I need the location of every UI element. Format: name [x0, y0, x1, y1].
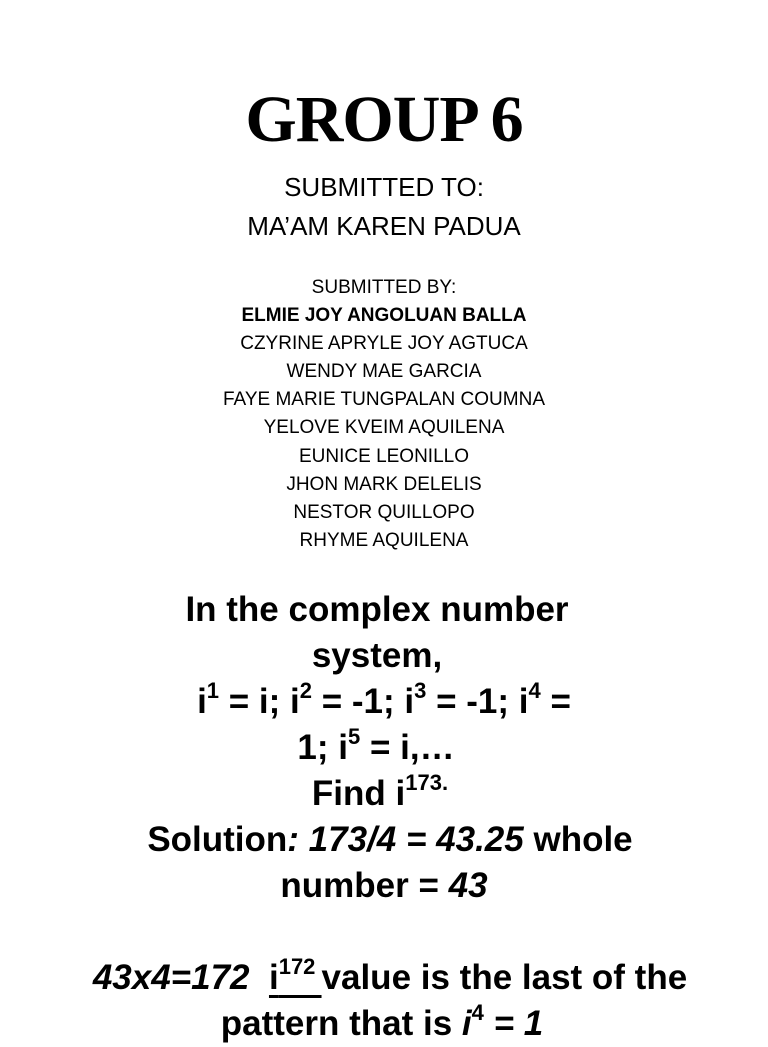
- problem-line: system,: [311, 636, 443, 675]
- solution-text: i: [268, 958, 279, 997]
- problem-text: Find i: [311, 774, 406, 813]
- solution-text: value is the last of the: [321, 958, 688, 997]
- problem-text: = i; i: [219, 682, 300, 721]
- submitted-to-name: MA’AM KAREN PADUA: [247, 211, 521, 241]
- member-name: RHYME AQUILENA: [299, 530, 469, 551]
- exponent: 1: [206, 678, 220, 704]
- solution-expression: : 173/4 = 43.25: [287, 820, 524, 859]
- exponent: 2: [299, 678, 313, 704]
- solution-step: [6, 955, 768, 1001]
- exponent: 5: [347, 724, 361, 750]
- submitted-by-label: SUBMITTED BY:: [311, 277, 457, 298]
- member-name: YELOVE KVEIM AQUILENA: [263, 417, 505, 438]
- member-name: NESTOR QUILLOPO: [293, 502, 475, 523]
- submitted-to-label: SUBMITTED TO:: [284, 172, 484, 202]
- problem-text: =: [540, 682, 571, 721]
- solution-value: 43: [448, 866, 488, 905]
- exponent: 3: [414, 678, 427, 704]
- solution-line: [6, 817, 768, 863]
- problem-text: i: [197, 682, 207, 721]
- solution-text: number =: [280, 866, 449, 905]
- member-name: ELMIE JOY ANGOLUAN BALLA: [241, 305, 527, 326]
- exponent: 173.: [405, 770, 449, 796]
- solution-value: = 1: [483, 1004, 544, 1043]
- problem-text: = i,…: [360, 728, 455, 767]
- solution-text: whole: [523, 820, 633, 859]
- solution-expression: 43x4=172: [92, 958, 250, 997]
- underlined-term: [268, 954, 322, 997]
- member-name: JHON MARK DELELIS: [286, 474, 482, 495]
- problem-text: 1; i: [297, 728, 348, 767]
- problem-text: = -1; i: [312, 682, 415, 721]
- solution-line: [0, 863, 768, 909]
- member-name: EUNICE LEONILLO: [299, 446, 469, 467]
- problem-line: In the complex number: [185, 590, 569, 629]
- exponent: 4: [471, 1000, 484, 1026]
- exponent: 172: [278, 954, 322, 980]
- problem-question: [0, 771, 764, 817]
- member-name: CZYRINE APRYLE JOY AGTUCA: [240, 333, 528, 354]
- solution-value: i: [461, 1004, 472, 1043]
- solution-label: Solution: [147, 820, 288, 859]
- solution-text: pattern that is: [220, 1004, 462, 1043]
- member-name: FAYE MARIE TUNGPALAN COUMNA: [223, 389, 545, 410]
- member-name: WENDY MAE GARCIA: [286, 361, 482, 382]
- problem-text: = -1; i: [426, 682, 529, 721]
- solution-step: [0, 1001, 766, 1047]
- problem-powers-line: [0, 679, 768, 725]
- page-title: GROUP 6: [245, 83, 523, 156]
- exponent: 4: [528, 678, 541, 704]
- problem-powers-line: [0, 725, 760, 771]
